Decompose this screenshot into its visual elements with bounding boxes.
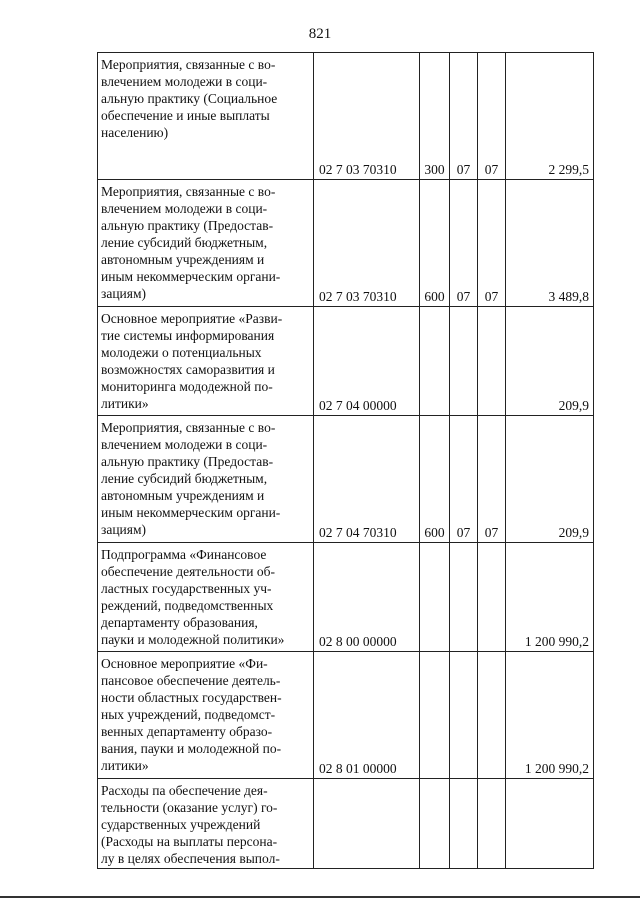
description-line: литики»	[101, 758, 149, 773]
row-description	[98, 543, 314, 652]
page-number: 821	[308, 26, 332, 42]
description-line: тельности (оказание услуг) го-	[101, 800, 278, 815]
description-line: обеспечение и иные выплаты	[101, 108, 270, 123]
row-description	[98, 652, 314, 779]
description-line: Мероприятия, связанные с во-	[101, 184, 276, 199]
budget-table	[97, 52, 594, 869]
row-description	[98, 779, 314, 869]
description-line: возможностях саморазвития и	[101, 362, 275, 377]
description-line: альную практику (Предостав-	[101, 218, 274, 233]
description-line: вания, пауки и молодежной по-	[101, 741, 282, 756]
subsection-code: 07	[478, 53, 506, 180]
description-line: влечением молодежи в соци-	[101, 437, 268, 452]
description-line: департаменту образования,	[101, 615, 258, 630]
description-line: Основное мероприятие «Разви-	[101, 311, 283, 326]
page-bottom-rule	[0, 896, 640, 898]
section-code	[450, 779, 478, 869]
section-code	[450, 307, 478, 416]
description-line: влечением молодежи в соци-	[101, 74, 268, 89]
target-article-code	[314, 779, 420, 869]
section-code	[450, 652, 478, 779]
subsection-code	[478, 307, 506, 416]
description-line: литики»	[101, 396, 149, 411]
amount-value: 209,9	[506, 307, 594, 416]
description-line: зациям)	[101, 286, 147, 301]
description-line: альную практику (Социальное	[101, 91, 278, 106]
description-line: тие системы информирования	[101, 328, 275, 343]
description-line: влечением молодежи в соци-	[101, 201, 268, 216]
description-line: молодежи о потенциальных	[101, 345, 262, 360]
table-row	[98, 180, 594, 307]
description-line: Основное мероприятие «Фи-	[101, 656, 268, 671]
expense-type-code: 300	[420, 53, 450, 180]
description-line: (Расходы на выплаты персона-	[101, 834, 278, 849]
row-description	[98, 416, 314, 543]
subsection-code: 07	[478, 416, 506, 543]
section-code: 07	[450, 53, 478, 180]
description-line: ности областных государствен-	[101, 690, 282, 705]
description-line: Мероприятия, связанные с во-	[101, 57, 276, 72]
subsection-code	[478, 543, 506, 652]
description-line: пауки и молодежной политики»	[101, 632, 285, 647]
table-row	[98, 53, 594, 180]
description-line: иным некоммерческим органи-	[101, 269, 281, 284]
description-line: зациям)	[101, 522, 147, 537]
subsection-code	[478, 652, 506, 779]
target-article-code: 02 8 00 00000	[314, 543, 420, 652]
description-line: ление субсидий бюджетным,	[101, 235, 268, 250]
description-line: Мероприятия, связанные с во-	[101, 420, 276, 435]
target-article-code: 02 7 03 70310	[314, 53, 420, 180]
table-row	[98, 416, 594, 543]
amount-value: 1 200 990,2	[506, 543, 594, 652]
section-code	[450, 543, 478, 652]
amount-value: 1 200 990,2	[506, 652, 594, 779]
table-row	[98, 652, 594, 779]
expense-type-code	[420, 652, 450, 779]
expense-type-code: 600	[420, 416, 450, 543]
target-article-code: 02 8 01 00000	[314, 652, 420, 779]
row-description	[98, 53, 314, 180]
amount-value	[506, 779, 594, 869]
description-line: Подпрограмма «Финансовое	[101, 547, 267, 562]
expense-type-code	[420, 543, 450, 652]
description-line: автономным учреждениям и	[101, 252, 265, 267]
description-line: иным некоммерческим органи-	[101, 505, 281, 520]
description-line: мониторинга мододежной по-	[101, 379, 273, 394]
description-line: обеспечение деятельности об-	[101, 564, 276, 579]
amount-value: 2 299,5	[506, 53, 594, 180]
section-code: 07	[450, 416, 478, 543]
description-line: ных учреждений, подведомст-	[101, 707, 276, 722]
row-description	[98, 180, 314, 307]
expense-type-code: 600	[420, 180, 450, 307]
subsection-code	[478, 779, 506, 869]
description-line: ление субсидий бюджетным,	[101, 471, 268, 486]
table-row	[98, 543, 594, 652]
description-line: автономным учреждениям и	[101, 488, 265, 503]
description-line: пансовое обеспечение деятель-	[101, 673, 281, 688]
row-description	[98, 307, 314, 416]
table-row	[98, 779, 594, 869]
description-line: ластных государственных уч-	[101, 581, 272, 596]
description-line: населению)	[101, 125, 169, 140]
subsection-code: 07	[478, 180, 506, 307]
target-article-code: 02 7 03 70310	[314, 180, 420, 307]
description-line: сударственных учреждений	[101, 817, 261, 832]
table-row	[98, 307, 594, 416]
section-code: 07	[450, 180, 478, 307]
description-line: лу в целях обеспечения выпол-	[101, 851, 280, 866]
description-line: реждений, подведомственных	[101, 598, 274, 613]
target-article-code: 02 7 04 00000	[314, 307, 420, 416]
description-line: Расходы па обеспечение дея-	[101, 783, 268, 798]
target-article-code: 02 7 04 70310	[314, 416, 420, 543]
amount-value: 3 489,8	[506, 180, 594, 307]
description-line: венных департаменту образо-	[101, 724, 273, 739]
expense-type-code	[420, 779, 450, 869]
description-line: альную практику (Предостав-	[101, 454, 274, 469]
amount-value: 209,9	[506, 416, 594, 543]
expense-type-code	[420, 307, 450, 416]
